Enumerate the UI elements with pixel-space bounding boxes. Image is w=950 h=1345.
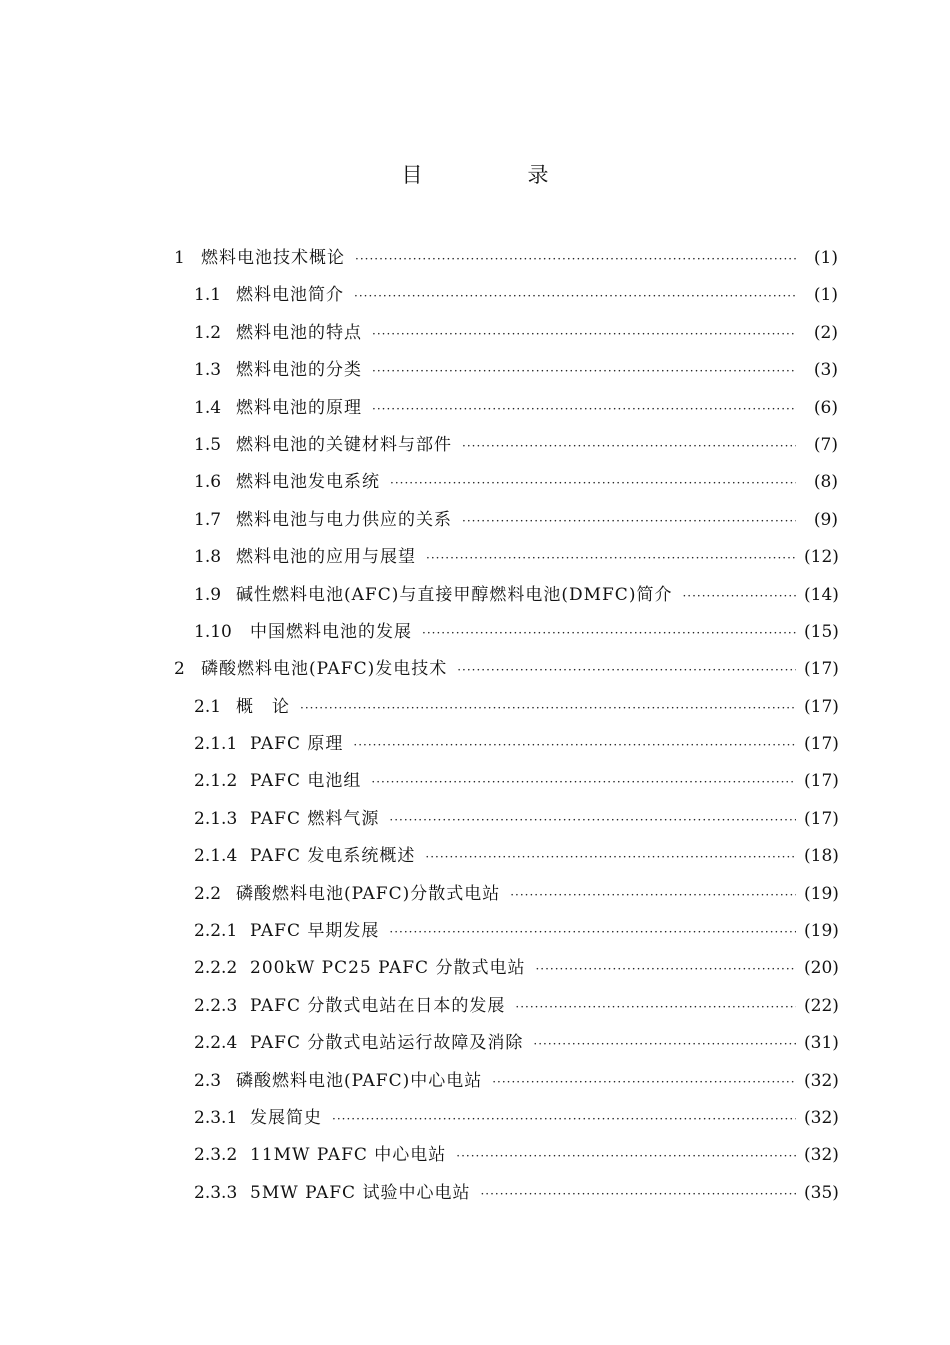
- toc-entry-title: PAFC 电池组: [250, 771, 362, 792]
- toc-dot-leader: [425, 839, 796, 876]
- toc-entry-number: 2.3.2: [194, 1145, 238, 1166]
- toc-dot-leader: [372, 316, 796, 353]
- toc-entry-page: (17): [804, 808, 839, 829]
- toc-entry-page: (2): [813, 322, 838, 343]
- toc-entry-number: 1.9: [194, 584, 222, 605]
- toc-entry-number: 1.10: [194, 621, 232, 642]
- toc-entry[interactable]: [174, 427, 838, 464]
- toc-entry-title: 发展简史: [250, 1107, 322, 1128]
- toc-dot-leader: [462, 428, 796, 465]
- toc-entry[interactable]: [174, 1137, 838, 1174]
- toc-entry[interactable]: [174, 352, 838, 389]
- toc-dot-leader: [480, 1176, 796, 1213]
- toc-entry[interactable]: [174, 1175, 838, 1212]
- toc-entry-title: PAFC 分散式电站在日本的发展: [250, 995, 506, 1016]
- toc-entry-number: 2.3.1: [194, 1107, 238, 1128]
- toc-dot-leader: [535, 951, 796, 988]
- toc-entry-title: 概 论: [236, 696, 290, 717]
- toc-dot-leader: [300, 690, 796, 727]
- toc-entry[interactable]: [174, 838, 838, 875]
- toc-entry[interactable]: [174, 315, 838, 352]
- toc-entry-title: PAFC 发电系统概述: [250, 846, 416, 867]
- table-of-contents: [174, 240, 838, 1212]
- toc-entry[interactable]: [174, 539, 838, 576]
- toc-entry-number: 2.1.3: [194, 808, 238, 829]
- toc-entry-page: (9): [813, 509, 838, 530]
- toc-entry-number: 2.2.3: [194, 995, 238, 1016]
- toc-dot-leader: [332, 1101, 796, 1138]
- toc-entry-page: (8): [813, 472, 838, 493]
- toc-dot-leader: [371, 764, 796, 801]
- toc-dot-leader: [390, 465, 796, 502]
- toc-entry-page: (32): [804, 1070, 839, 1091]
- toc-dot-leader: [372, 391, 796, 428]
- toc-entry[interactable]: [174, 651, 838, 688]
- toc-entry-page: (1): [813, 285, 838, 306]
- toc-entry-page: (1): [813, 248, 838, 268]
- toc-entry-title: 5MW PAFC 试验中心电站: [250, 1182, 471, 1203]
- toc-entry-title: 200kW PC25 PAFC 分散式电站: [250, 958, 526, 979]
- toc-dot-leader: [426, 540, 796, 577]
- toc-dot-leader: [389, 802, 796, 839]
- toc-entry-number: 2.2.1: [194, 921, 238, 942]
- toc-entry-page: (35): [804, 1182, 839, 1203]
- toc-entry-number: 1.1: [194, 285, 222, 306]
- toc-entry[interactable]: [174, 988, 838, 1025]
- toc-entry[interactable]: [174, 876, 838, 913]
- toc-entry[interactable]: [174, 614, 838, 651]
- toc-entry[interactable]: [174, 240, 838, 277]
- toc-entry-page: (18): [804, 846, 839, 867]
- toc-entry[interactable]: [174, 801, 838, 838]
- toc-entry-title: PAFC 原理: [250, 734, 344, 755]
- toc-entry-title: 11MW PAFC 中心电站: [250, 1145, 447, 1166]
- toc-dot-leader: [355, 241, 796, 278]
- toc-dot-leader: [389, 914, 796, 951]
- toc-entry-title: 磷酸燃料电池(PAFC)分散式电站: [236, 883, 501, 904]
- toc-dot-leader: [457, 652, 796, 689]
- toc-entry-number: 2.1.4: [194, 846, 238, 867]
- toc-entry-number: 2.1.2: [194, 771, 238, 792]
- toc-dot-leader: [515, 989, 796, 1026]
- toc-entry[interactable]: [174, 277, 838, 314]
- toc-dot-leader: [682, 578, 796, 615]
- toc-entry-page: (6): [813, 397, 838, 418]
- toc-entry-number: 2.3.3: [194, 1182, 238, 1203]
- toc-entry-title: 中国燃料电池的发展: [250, 621, 412, 642]
- toc-entry-page: (22): [804, 995, 839, 1016]
- toc-entry-number: 1.4: [194, 397, 222, 418]
- toc-entry-title: 磷酸燃料电池(PAFC)发电技术: [201, 659, 448, 680]
- toc-entry-title: 燃料电池技术概论: [201, 248, 345, 268]
- toc-entry-page: (19): [804, 883, 839, 904]
- toc-dot-leader: [353, 727, 796, 764]
- toc-entry-page: (20): [804, 958, 839, 979]
- toc-entry-title: 燃料电池的分类: [236, 360, 362, 381]
- toc-entry-page: (17): [804, 696, 839, 717]
- toc-entry-title: 燃料电池的关键材料与部件: [236, 434, 452, 455]
- toc-entry-page: (32): [804, 1145, 839, 1166]
- toc-dot-leader: [372, 353, 796, 390]
- toc-entry-number: 2.1.1: [194, 734, 238, 755]
- toc-entry[interactable]: [174, 464, 838, 501]
- toc-entry-title: 燃料电池的原理: [236, 397, 362, 418]
- toc-entry-number: 2.2.2: [194, 958, 238, 979]
- toc-dot-leader: [422, 615, 796, 652]
- toc-entry-title: PAFC 早期发展: [250, 921, 380, 942]
- toc-dot-leader: [533, 1026, 796, 1063]
- toc-entry[interactable]: [174, 577, 838, 614]
- toc-entry[interactable]: [174, 502, 838, 539]
- toc-dot-leader: [456, 1138, 796, 1175]
- toc-dot-leader: [510, 877, 796, 914]
- toc-dot-leader: [462, 503, 796, 540]
- toc-entry[interactable]: [174, 913, 838, 950]
- toc-entry-number: 1.5: [194, 434, 222, 455]
- toc-entry-page: (31): [804, 1033, 839, 1054]
- toc-entry[interactable]: [174, 726, 838, 763]
- toc-entry-title: 碱性燃料电池(AFC)与直接甲醇燃料电池(DMFC)简介: [236, 584, 673, 605]
- page-title: 目 录: [401, 163, 591, 187]
- toc-entry[interactable]: [174, 1063, 838, 1100]
- toc-dot-leader: [492, 1064, 796, 1101]
- toc-entry[interactable]: [174, 763, 838, 800]
- toc-entry-number: 1.8: [194, 547, 222, 568]
- toc-entry-title: 燃料电池的特点: [236, 322, 362, 343]
- toc-entry-page: (17): [804, 659, 839, 680]
- toc-entry[interactable]: [174, 689, 838, 726]
- toc-entry-title: 燃料电池的应用与展望: [236, 547, 416, 568]
- toc-entry-title: 燃料电池与电力供应的关系: [236, 509, 452, 530]
- toc-entry-title: 燃料电池简介: [236, 285, 344, 306]
- toc-entry[interactable]: [174, 950, 838, 987]
- toc-entry-number: 2: [174, 659, 185, 680]
- toc-entry[interactable]: [174, 1025, 838, 1062]
- toc-entry[interactable]: [174, 1100, 838, 1137]
- toc-entry-number: 1.7: [194, 509, 222, 530]
- toc-dot-leader: [354, 278, 796, 315]
- toc-entry[interactable]: [174, 390, 838, 427]
- toc-entry-page: (12): [804, 547, 839, 568]
- toc-entry-number: 2.1: [194, 696, 222, 717]
- toc-entry-page: (14): [804, 584, 839, 605]
- toc-entry-page: (19): [804, 921, 839, 942]
- toc-entry-title: 燃料电池发电系统: [236, 472, 380, 493]
- toc-entry-number: 1.2: [194, 322, 222, 343]
- toc-entry-page: (17): [804, 734, 839, 755]
- toc-entry-title: 磷酸燃料电池(PAFC)中心电站: [236, 1070, 483, 1091]
- toc-entry-title: PAFC 分散式电站运行故障及消除: [250, 1033, 524, 1054]
- toc-entry-page: (15): [804, 621, 839, 642]
- toc-entry-number: 2.2.4: [194, 1033, 238, 1054]
- toc-entry-page: (7): [813, 434, 838, 455]
- toc-entry-title: PAFC 燃料气源: [250, 808, 380, 829]
- toc-entry-number: 2.2: [194, 883, 222, 904]
- toc-entry-number: 1: [174, 248, 185, 268]
- toc-entry-page: (3): [813, 360, 838, 381]
- toc-entry-number: 1.6: [194, 472, 222, 493]
- toc-entry-number: 1.3: [194, 360, 222, 381]
- toc-entry-number: 2.3: [194, 1070, 222, 1091]
- toc-entry-page: (32): [804, 1107, 839, 1128]
- toc-entry-page: (17): [804, 771, 839, 792]
